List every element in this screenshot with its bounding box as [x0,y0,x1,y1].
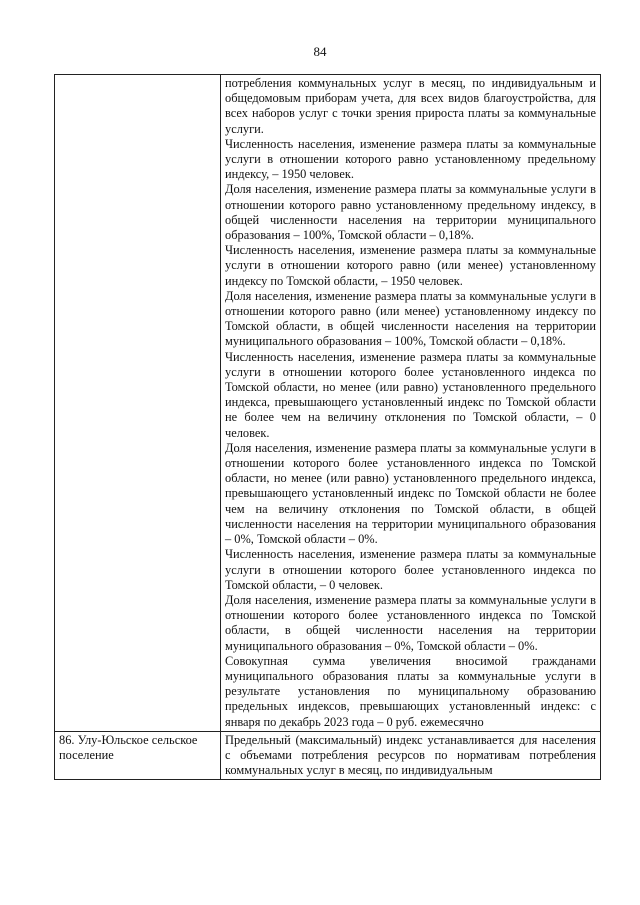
paragraph: Доля населения, изменение размера платы за коммунальные услуги в отношении которого равно (или менее) установленному индексу по Томской области, в общей численности населения на территории муниципального образования – 100%, Томской области – 0,18%. [225,288,596,349]
municipality-cell: 86. Улу-Юльское сельское поселение [55,731,221,780]
paragraph: потребления коммунальных услуг в месяц, по индивидуальным и общедомовым приборам учета, для всех видов благоустройства, для всех наборов услуг с точки зрения прироста платы за коммунальные услуги. [225,76,596,136]
paragraph: Предельный (максимальный) индекс устанавливается для населения с объемами потребления ресурсов по нормативам потребления коммунальных услуг в месяц, по индивидуальным [225,732,596,778]
paragraph: Доля населения, изменение размера платы за коммунальные услуги в отношении которого более установленного индекса по Томской области, в общей численности населения на территории муниципального образования – 0%, Томской области – 0%. [225,592,596,653]
paragraph: Численность населения, изменение размера платы за коммунальные услуги в отношении которого более установленного индекса по Томской области, – 0 человек. [225,547,596,592]
table-row [55,731,601,780]
paragraph: Доля населения, изменение размера платы за коммунальные услуги в отношении которого равно установленному предельному индексу, в общей численности населения на территории муниципального образования – 100%, Томской области – 0,18%. [225,182,596,243]
document-table [54,74,601,780]
paragraph: Доля населения, изменение размера платы за коммунальные услуги в отношении которого более установленного индекса по Томской области, но менее (или равно) установленного предельного индекса, превышающего установленный индекс по Томской области не более чем на величину отклонения по Томской области, в общей численности населения на территории муниципального образования – 0%, Томской области – 0%. [225,440,596,547]
paragraph: Численность населения, изменение размера платы за коммунальные услуги в отношении которого равно установленному предельному индексу, – 1950 человек. [225,136,596,182]
description-cell [221,731,601,780]
page-number: 84 [313,44,327,59]
paragraph: Совокупная сумма увеличения вносимой гражданами муниципального образования платы за коммунальные услуги в результате установления по муниципальному образованию предельных индексов, превышающих установленный индекс: с января по декабрь 2023 года – 0 руб. ежемесячно [225,653,596,729]
paragraph: Численность населения, изменение размера платы за коммунальные услуги в отношении которого более установленного индекса по Томской области, но менее (или равно) установленного предельного индекса, превышающего установленный индекс по Томской области не более чем на величину отклонения по Томской области, – 0 человек. [225,349,596,440]
description-cell [221,75,601,732]
table-row [55,75,601,732]
municipality-cell [55,75,221,732]
paragraph: Численность населения, изменение размера платы за коммунальные услуги в отношении которого равно (или менее) установленному индексу по Томской области, – 1950 человек. [225,243,596,288]
